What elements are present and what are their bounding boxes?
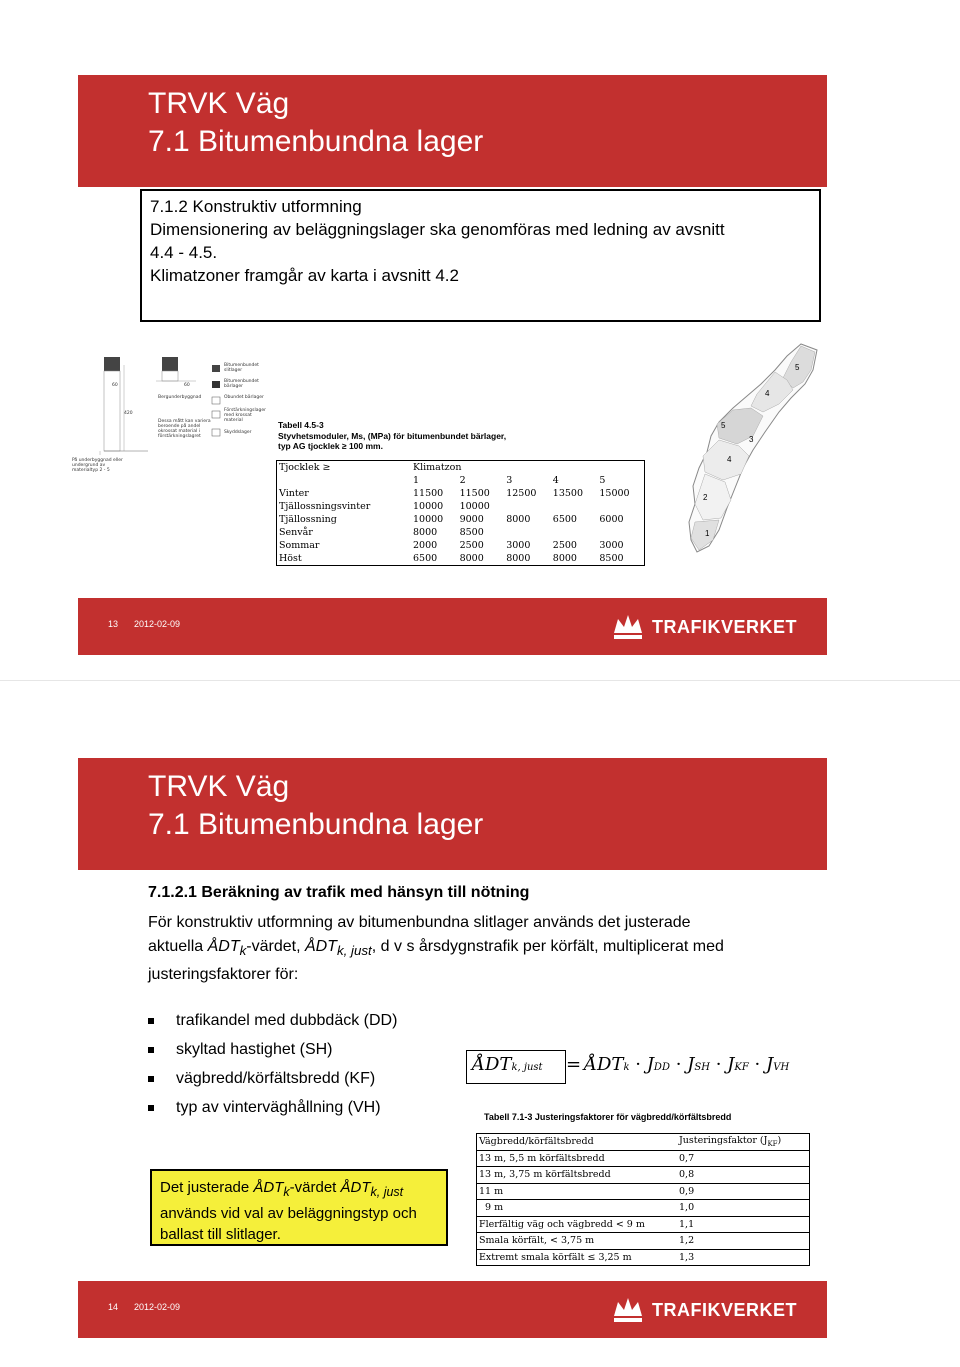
note-line-2: används vid val av beläggningstyp och — [160, 1205, 417, 1222]
table-row: Flerfältig väg och vägbredd < 9 m 1,1 — [477, 1216, 809, 1233]
crown-icon — [610, 1294, 646, 1326]
footer-bar — [78, 598, 827, 655]
formula-lhs: ÅDTk, just — [472, 1054, 543, 1075]
bullet-icon — [148, 1105, 154, 1111]
header-factor: Justeringsfaktor $(J_{KF})$ — [679, 1135, 782, 1149]
map-zone-label: 4 — [765, 389, 770, 398]
trafikverket-logo — [610, 610, 797, 644]
cell: 12500 — [506, 488, 537, 499]
zone-5: 5 — [599, 475, 606, 486]
legend-5: Skyddslager — [224, 430, 252, 435]
intro-line-b: 4.4 - 4.5. — [150, 243, 218, 262]
dim-left: 60 — [112, 383, 118, 388]
title-line-2: 7.1 Bitumenbundna lager — [148, 125, 484, 158]
trafikverket-logo — [610, 1293, 797, 1327]
sweden-map-svg — [683, 340, 823, 560]
para-line-2: aktuella $ÅDT_k$-värdet, $ÅDT_{k, just}$, d v s årsdygnstrafik per körfält, multiplicerat med — [148, 938, 724, 959]
row-label: Senvår — [279, 527, 313, 538]
legend-4: Förstärkningslager med krossat material — [224, 408, 266, 423]
bullet-icon — [148, 1076, 154, 1082]
table-header-row — [477, 1134, 809, 1150]
cell: 8000 — [413, 527, 438, 538]
map-zone-label: 4 — [727, 455, 732, 464]
note-line-3: ballast till slitlager. — [160, 1226, 281, 1243]
page-number: 14 — [108, 1302, 119, 1312]
intro-line-c: Klimatzoner framgår av karta i avsnitt 4.2 — [150, 266, 459, 285]
stiffness-table — [276, 460, 645, 566]
table-row: Smala körfält, < 3,75 m 1,2 — [477, 1233, 809, 1250]
cell: 8000 — [506, 553, 531, 564]
table-row — [277, 500, 644, 513]
bullet-icon — [148, 1047, 154, 1053]
title-banner — [78, 758, 827, 870]
row-label: Höst — [279, 553, 302, 564]
legend-3: Obundet bärlager — [224, 395, 264, 400]
map-zone-label: 5 — [795, 363, 800, 372]
list-item: skyltad hastighet (SH) — [148, 1035, 397, 1064]
list-item: vägbredd/körfältsbredd (KF) — [148, 1064, 397, 1093]
cell: 10000 — [413, 501, 444, 512]
section-heading: 7.1.2 Konstruktiv utformning — [150, 197, 362, 216]
slide-14 — [78, 758, 827, 1338]
zone-1: 1 — [413, 475, 420, 486]
cell: 8500 — [459, 527, 484, 538]
page-separator — [0, 680, 960, 681]
title-banner — [78, 75, 827, 187]
label-foot: På underbyggnad eller undergrund av materialtyp 2 - 5 — [72, 458, 123, 473]
footer-date: 2012-02-09 — [134, 619, 181, 629]
header-climate: Klimatzon — [413, 462, 462, 473]
zone-3: 3 — [506, 475, 513, 486]
cell: 6500 — [413, 553, 438, 564]
cell: 10000 — [413, 514, 444, 525]
cell: 10000 — [459, 501, 490, 512]
section-heading: 7.1.2.1 Beräkning av trafik med hänsyn till nötning — [148, 884, 530, 901]
map-zone-label: 3 — [749, 435, 754, 444]
cell: 2500 — [459, 540, 484, 551]
cell: 8000 — [552, 553, 577, 564]
brand-name: TRAFIKVERKET — [652, 1299, 797, 1320]
cell: 2500 — [552, 540, 577, 551]
brand-name: TRAFIKVERKET — [652, 616, 797, 637]
table-caption: Tabell 7.1-3 Justeringsfaktorer för vägbredd/körfältsbredd — [484, 1112, 732, 1122]
footer-date: 2012-02-09 — [134, 1302, 181, 1312]
footer-bar — [78, 1281, 827, 1338]
map-zone-label: 2 — [703, 493, 708, 502]
legend-1: Bitumenbundet slitlager — [224, 363, 259, 373]
cell — [504, 500, 551, 513]
table-row: Extremt smala körfält ≤ 3,25 m 1,3 — [479, 1251, 695, 1263]
caption-line-2: Styvhetsmoduler, Ms, (MPa) för bitumenbundet bärlager, — [278, 430, 507, 441]
label-desc: Dessa mått kan variera beroende på andel okrossat material i förstärkningslagret — [158, 419, 211, 439]
zone-4: 4 — [552, 475, 559, 486]
table-row — [277, 487, 644, 500]
cell — [504, 526, 551, 539]
cell: 3000 — [506, 540, 531, 551]
layer-structure-diagram — [72, 355, 278, 495]
intro-box — [140, 189, 821, 322]
climate-zone-map — [683, 340, 823, 560]
caption-line-1: Tabell 4.5-3 — [278, 420, 324, 430]
bullet-icon — [148, 1018, 154, 1024]
cell — [597, 526, 644, 539]
header-thickness: Tjocklek ≥ — [279, 462, 331, 473]
table-row: 9 m 1,0 — [477, 1200, 809, 1217]
row-label: Sommar — [279, 540, 320, 551]
cell: 8500 — [599, 553, 624, 564]
table-row: 11 m 0,9 — [477, 1183, 809, 1200]
adjustment-table — [476, 1133, 810, 1266]
caption-line-3: typ AG tjocklek ≥ 100 mm. — [278, 441, 383, 451]
cell: 15000 — [599, 488, 630, 499]
cell: 8000 — [459, 553, 484, 564]
dim-right: 60 — [184, 383, 190, 388]
cell: 9000 — [459, 514, 484, 525]
row-label: Vinter — [279, 488, 309, 499]
para-line-3: justeringsfaktorer för: — [148, 966, 299, 984]
cell: 13500 — [552, 488, 584, 499]
factor-list — [148, 1006, 397, 1122]
cell: 11500 — [413, 488, 444, 499]
row-label: Tjällossning — [279, 514, 337, 525]
cell: 2000 — [413, 540, 438, 551]
adjustment-formula — [466, 1050, 826, 1084]
map-zone-label: 1 — [705, 529, 710, 538]
crown-icon — [610, 611, 646, 643]
label-bergunder: Bergunderbyggnad — [158, 395, 202, 400]
header-width: Vägbredd/körfältsbredd — [479, 1136, 594, 1148]
table-caption — [278, 420, 506, 452]
title-line-2: 7.1 Bitumenbundna lager — [148, 808, 484, 841]
intro-line-a: Dimensionering av beläggningslager ska genomföras med ledning av avsnitt — [150, 220, 725, 239]
note-line-1: Det justerade $ÅDT_k$-värdet $ÅDT_{k, just}$ — [160, 1179, 404, 1199]
cell — [551, 500, 598, 513]
list-item: typ av vinterväghållning (VH) — [148, 1093, 397, 1122]
table-row: 13 m, 5,5 m körfältsbredd 0,7 — [477, 1150, 809, 1167]
table-row — [277, 526, 644, 539]
cell: 11500 — [459, 488, 490, 499]
table-row — [277, 539, 644, 552]
title-line-1: TRVK Väg — [148, 770, 290, 803]
adt-note-box — [150, 1169, 448, 1246]
cell: 6500 — [552, 514, 577, 525]
formula-rhs: ÅDTk · JDD · JSH · JKF · JVH — [584, 1054, 790, 1075]
legend-2: Bitumenbundet bärlager — [224, 379, 259, 389]
page-number: 13 — [108, 619, 119, 629]
cell: 6000 — [599, 514, 624, 525]
cell — [597, 500, 644, 513]
map-zone-label: 5 — [721, 421, 726, 430]
slide-13 — [72, 75, 827, 655]
title-line-1: TRVK Väg — [148, 87, 290, 120]
intro-paragraph — [148, 911, 818, 987]
zone-2: 2 — [459, 475, 466, 486]
row-label: Tjällossningsvinter — [279, 501, 371, 512]
cell — [551, 526, 598, 539]
table-row — [277, 552, 644, 565]
table-row: 13 m, 3,75 m körfältsbredd 0,8 — [477, 1167, 809, 1184]
list-item: trafikandel med dubbdäck (DD) — [148, 1006, 397, 1035]
dim-420: 420 — [124, 411, 133, 416]
para-line-1: För konstruktiv utformning av bitumenbundna slitlager används det justerade — [148, 914, 691, 931]
cell: 3000 — [599, 540, 624, 551]
cell: 8000 — [506, 514, 531, 525]
formula-equals: = — [566, 1054, 582, 1075]
table-row — [277, 513, 644, 526]
